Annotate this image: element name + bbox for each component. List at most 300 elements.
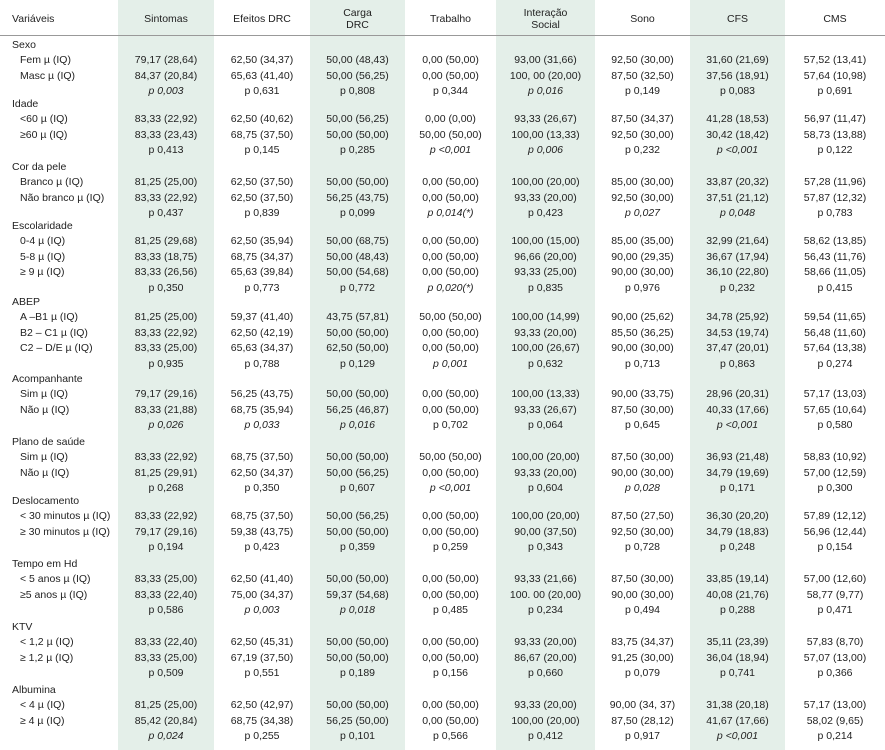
row-label: ≥5 anos µ (IQ): [20, 588, 88, 601]
value-cell: 93,33 (20,00): [514, 191, 577, 204]
value-cell: 36,30 (20,20): [706, 510, 769, 523]
value-cell: 79,17 (29,16): [134, 388, 198, 401]
value-cell: 0,00 (0,00): [425, 113, 476, 126]
value-cell: 83,33 (22,92): [134, 326, 198, 339]
p-value-cell: p 0,366: [817, 667, 853, 680]
p-value-cell: p 0,423: [244, 541, 280, 554]
p-value-cell: p 0,509: [148, 667, 184, 680]
p-value-cell: p 0,350: [148, 281, 184, 294]
value-cell: 0,00 (50,00): [422, 69, 479, 82]
p-value-cell: p 0,101: [339, 730, 376, 743]
p-value-cell: p 0,772: [339, 281, 376, 294]
row-label: < 4 µ (IQ): [20, 699, 65, 712]
p-value-cell: p 0,917: [624, 730, 661, 743]
value-cell: 83,33 (21,88): [134, 403, 198, 416]
value-cell: 93,33 (26,67): [514, 403, 577, 416]
p-value-cell: p 0,343: [527, 541, 564, 554]
value-cell: 50,00 (50,00): [326, 388, 389, 401]
value-cell: 37,47 (20,01): [706, 342, 769, 355]
value-cell: 0,00 (50,00): [422, 525, 479, 538]
value-cell: 65,63 (41,40): [230, 69, 294, 82]
value-cell: 58,02 (9,65): [806, 714, 864, 727]
p-value-cell: p 0,412: [527, 730, 564, 743]
value-cell: 57,17 (13,00): [803, 699, 867, 712]
row-label: ≥ 30 minutos µ (IQ): [20, 525, 111, 538]
group-title: KTV: [12, 621, 33, 633]
value-cell: 87,50 (30,00): [611, 403, 674, 416]
p-value-cell: p 0,691: [817, 85, 853, 98]
column-header: Sintomas: [144, 13, 188, 25]
value-cell: 84,37 (20,84): [134, 69, 198, 82]
value-cell: 100,00 (20,00): [511, 714, 580, 727]
value-cell: 50,00 (48,43): [326, 54, 389, 67]
value-cell: 50,00 (50,00): [326, 326, 389, 339]
value-cell: 57,28 (11,96): [804, 176, 866, 189]
value-cell: 56,43 (11,76): [804, 250, 866, 263]
row-label: B2 – C1 µ (IQ): [20, 326, 88, 339]
value-cell: 67,19 (37,50): [230, 651, 294, 664]
p-value-cell: p 0,415: [817, 281, 853, 294]
p-value-cell: p 0,122: [817, 144, 853, 157]
value-cell: 83,33 (23,43): [134, 128, 198, 141]
p-value-cell: p 0,232: [624, 144, 661, 157]
p-value-cell: p 0,079: [624, 667, 661, 680]
value-cell: 59,37 (41,40): [230, 311, 294, 324]
p-value-cell: p 0,632: [527, 357, 564, 370]
value-cell: 40,08 (21,76): [706, 588, 769, 601]
column-header: Efeitos DRC: [233, 13, 291, 25]
value-cell: 100,00 (26,67): [511, 342, 580, 355]
p-value-cell: p 0,189: [339, 667, 376, 680]
value-cell: 34,79 (18,83): [706, 525, 769, 538]
value-cell: 62,50 (37,50): [230, 191, 294, 204]
value-cell: 0,00 (50,00): [422, 266, 479, 279]
row-label: ≥ 4 µ (IQ): [20, 714, 65, 727]
p-value-cell: p 0,773: [244, 281, 280, 294]
p-value-cell: p 0,471: [817, 604, 853, 617]
value-cell: 41,28 (18,53): [706, 113, 769, 126]
value-cell: 35,11 (23,39): [706, 636, 769, 649]
p-value-cell: p 0,350: [244, 482, 280, 495]
value-cell: 50,00 (68,75): [326, 235, 389, 248]
value-cell: 62,50 (42,97): [230, 699, 294, 712]
value-cell: 0,00 (50,00): [422, 342, 479, 355]
value-cell: 0,00 (50,00): [422, 699, 479, 712]
p-value-cell: p 0,607: [339, 482, 376, 495]
value-cell: 93,33 (26,67): [514, 113, 577, 126]
p-value-cell: p 0,083: [719, 85, 756, 98]
value-cell: 50,00 (50,00): [419, 311, 482, 324]
p-value-cell: p 0,423: [527, 207, 564, 220]
p-value-cell: p 0,248: [719, 541, 756, 554]
value-cell: 83,33 (25,00): [134, 342, 198, 355]
p-value-cell: p 0,171: [719, 482, 756, 495]
value-cell: 90,00 (37,50): [514, 525, 577, 538]
value-cell: 100,00 (13,33): [511, 388, 580, 401]
value-cell: 68,75 (37,50): [230, 510, 294, 523]
value-cell: 65,63 (39,84): [230, 266, 294, 279]
value-cell: 62,50 (41,40): [230, 573, 294, 586]
row-label: 0-4 µ (IQ): [20, 235, 66, 248]
p-value-cell: p 0,018: [339, 604, 376, 617]
value-cell: 31,38 (20,18): [706, 699, 769, 712]
value-cell: 37,51 (21,12): [706, 191, 769, 204]
row-label: Não µ (IQ): [20, 403, 70, 416]
group-title: Acompanhante: [12, 373, 83, 385]
value-cell: 85,00 (35,00): [611, 235, 674, 248]
value-cell: 93,33 (20,00): [514, 326, 577, 339]
p-value-cell: p 0,099: [339, 207, 376, 220]
p-value-cell: p 0,300: [817, 482, 853, 495]
column-header: CFS: [727, 13, 748, 25]
p-value-cell: p 0,660: [527, 667, 564, 680]
row-label: Sim µ (IQ): [20, 451, 69, 464]
value-cell: 100, 00 (20,00): [509, 69, 582, 82]
value-cell: 57,64 (13,38): [803, 342, 867, 355]
value-cell: 33,87 (20,32): [706, 176, 769, 189]
p-value-cell: p 0,016: [527, 85, 564, 98]
value-cell: 92,50 (30,00): [611, 191, 674, 204]
p-value-cell: p 0,129: [339, 357, 376, 370]
p-value-cell: p 0,494: [624, 604, 661, 617]
value-cell: 37,56 (18,91): [706, 69, 769, 82]
value-cell: 57,00 (12,60): [803, 573, 867, 586]
value-cell: 79,17 (29,16): [134, 525, 198, 538]
value-cell: 57,00 (12,59): [803, 466, 867, 479]
p-value-cell: p 0,064: [527, 419, 564, 432]
value-cell: 100. 00 (20,00): [509, 588, 582, 601]
p-value-cell: p 0,728: [624, 541, 661, 554]
value-cell: 62,50 (34,37): [230, 466, 294, 479]
value-cell: 100,00 (20,00): [511, 176, 580, 189]
value-cell: 93,33 (20,00): [514, 466, 577, 479]
row-label: ≥60 µ (IQ): [20, 128, 68, 141]
value-cell: 34,79 (19,69): [706, 466, 769, 479]
value-cell: 59,38 (43,75): [230, 525, 294, 538]
value-cell: 50,00 (56,25): [326, 69, 389, 82]
row-label: ≥ 9 µ (IQ): [20, 266, 65, 279]
value-cell: 50,00 (48,43): [326, 250, 389, 263]
value-cell: 85,00 (30,00): [611, 176, 674, 189]
p-value-cell: p 0,033: [244, 419, 280, 432]
value-cell: 100,00 (14,99): [511, 311, 580, 324]
p-value-cell: p 0,014(*): [427, 207, 474, 220]
column-header: CMS: [823, 13, 847, 25]
value-cell: 36,93 (21,48): [706, 451, 769, 464]
value-cell: 83,33 (22,92): [134, 113, 198, 126]
p-value-cell: p 0,020(*): [427, 281, 474, 294]
value-cell: 68,75 (35,94): [230, 403, 294, 416]
p-value-cell: p 0,437: [148, 207, 184, 220]
p-value-cell: p 0,783: [817, 207, 853, 220]
value-cell: 50,00 (50,00): [326, 128, 389, 141]
value-cell: 93,33 (20,00): [514, 636, 577, 649]
p-value-cell: p 0,006: [527, 144, 564, 157]
p-value-cell: p 0,027: [624, 207, 661, 220]
value-cell: 83,33 (22,92): [134, 510, 198, 523]
row-label: A –B1 µ (IQ): [20, 311, 78, 324]
p-value-cell: p 0,586: [148, 604, 184, 617]
p-value-cell: p 0,741: [719, 667, 756, 680]
value-cell: 40,33 (17,66): [706, 403, 769, 416]
value-cell: 50,00 (50,00): [326, 573, 389, 586]
p-value-cell: p 0,234: [527, 604, 564, 617]
p-value-cell: p 0,344: [432, 85, 469, 98]
p-value-cell: p 0,048: [719, 207, 756, 220]
value-cell: 62,50 (42,19): [230, 326, 294, 339]
group-title: Albumina: [12, 684, 56, 696]
value-cell: 81,25 (25,00): [134, 311, 198, 324]
column-header: Variáveis: [12, 13, 55, 25]
value-cell: 56,97 (11,47): [804, 113, 866, 126]
value-cell: 0,00 (50,00): [422, 176, 479, 189]
p-value-cell: p 0,259: [432, 541, 469, 554]
value-cell: 56,25 (46,87): [326, 403, 389, 416]
value-cell: 65,63 (34,37): [230, 342, 294, 355]
value-cell: 92,50 (30,00): [611, 54, 674, 67]
value-cell: 50,00 (50,00): [419, 128, 482, 141]
value-cell: 50,00 (50,00): [326, 176, 389, 189]
value-cell: 36,04 (18,94): [706, 651, 769, 664]
value-cell: 36,67 (17,94): [706, 250, 769, 263]
value-cell: 81,25 (29,91): [134, 466, 198, 479]
p-value-cell: p 0,288: [719, 604, 756, 617]
p-value-cell: p 0,839: [244, 207, 280, 220]
p-value-cell: p <0,001: [429, 144, 472, 157]
p-value-cell: p 0,976: [624, 281, 661, 294]
row-label: C2 – D/E µ (IQ): [20, 342, 93, 355]
value-cell: 83,33 (26,56): [134, 266, 198, 279]
value-cell: 0,00 (50,00): [422, 250, 479, 263]
p-value-cell: p 0,024: [148, 730, 184, 743]
row-label: Não branco µ (IQ): [20, 191, 105, 204]
p-value-cell: p 0,274: [817, 357, 853, 370]
value-cell: 0,00 (50,00): [422, 714, 479, 727]
row-label: < 30 minutos µ (IQ): [20, 510, 111, 523]
value-cell: 93,00 (31,66): [514, 54, 577, 67]
value-cell: 32,99 (21,64): [706, 235, 769, 248]
value-cell: 0,00 (50,00): [422, 651, 479, 664]
group-title: ABEP: [12, 296, 41, 308]
value-cell: 62,50 (45,31): [230, 636, 294, 649]
value-cell: 90,00 (33,75): [611, 388, 674, 401]
p-value-cell: p 0,359: [339, 541, 376, 554]
value-cell: 0,00 (50,00): [422, 403, 479, 416]
p-value-cell: p 0,001: [432, 357, 469, 370]
p-value-cell: p 0,285: [339, 144, 376, 157]
row-label: Masc µ (IQ): [20, 69, 76, 82]
value-cell: 59,37 (54,68): [326, 588, 389, 601]
value-cell: 83,33 (22,92): [134, 451, 198, 464]
value-cell: 57,07 (13,00): [803, 651, 867, 664]
p-value-cell: p 0,580: [817, 419, 853, 432]
value-cell: 83,33 (25,00): [134, 651, 198, 664]
value-cell: 81,25 (25,00): [134, 176, 198, 189]
value-cell: 57,17 (13,03): [803, 388, 867, 401]
value-cell: 83,33 (22,40): [134, 588, 198, 601]
value-cell: 0,00 (50,00): [422, 588, 479, 601]
value-cell: 91,25 (30,00): [611, 651, 674, 664]
group-title: Escolaridade: [12, 220, 73, 232]
row-label: Sim µ (IQ): [20, 388, 69, 401]
value-cell: 86,67 (20,00): [514, 651, 577, 664]
value-cell: 50,00 (56,25): [326, 113, 389, 126]
value-cell: 68,75 (34,38): [230, 714, 294, 727]
value-cell: 50,00 (54,68): [326, 266, 389, 279]
column-header: Sono: [630, 13, 655, 25]
p-value-cell: p 0,413: [148, 144, 184, 157]
value-cell: 50,00 (50,00): [326, 525, 389, 538]
p-value-cell: p 0,214: [817, 730, 853, 743]
row-label: < 1,2 µ (IQ): [20, 636, 74, 649]
header-divider: [0, 35, 885, 36]
value-cell: 28,96 (20,31): [706, 388, 769, 401]
p-value-cell: p 0,156: [432, 667, 469, 680]
group-title: Deslocamento: [12, 495, 80, 507]
p-value-cell: p 0,702: [432, 419, 469, 432]
p-value-cell: p 0,863: [719, 357, 756, 370]
value-cell: 43,75 (57,81): [326, 311, 389, 324]
value-cell: 81,25 (29,68): [134, 235, 198, 248]
value-cell: 56,25 (43,75): [230, 388, 294, 401]
value-cell: 62,50 (34,37): [230, 54, 294, 67]
p-value-cell: p 0,154: [817, 541, 853, 554]
value-cell: 83,75 (34,37): [611, 636, 674, 649]
p-value-cell: p 0,026: [148, 419, 184, 432]
value-cell: 50,00 (50,00): [419, 451, 482, 464]
value-cell: 62,50 (40,62): [230, 113, 294, 126]
group-title: Idade: [12, 98, 39, 110]
value-cell: 79,17 (28,64): [134, 54, 198, 67]
value-cell: 92,50 (30,00): [611, 128, 674, 141]
value-cell: 30,42 (18,42): [706, 128, 769, 141]
p-value-cell: p 0,713: [624, 357, 661, 370]
value-cell: 33,85 (19,14): [706, 573, 769, 586]
p-value-cell: p 0,631: [244, 85, 280, 98]
value-cell: 68,75 (37,50): [230, 128, 294, 141]
row-label: Fem µ (IQ): [20, 54, 71, 67]
value-cell: 100,00 (20,00): [511, 451, 580, 464]
row-label: 5-8 µ (IQ): [20, 250, 66, 263]
value-cell: 56,25 (43,75): [326, 191, 389, 204]
value-cell: 0,00 (50,00): [422, 510, 479, 523]
p-value-cell: p 0,016: [339, 419, 376, 432]
group-title: Sexo: [12, 39, 36, 51]
value-cell: 87,50 (27,50): [611, 510, 674, 523]
value-cell: 0,00 (50,00): [422, 573, 479, 586]
p-value-cell: p 0,645: [624, 419, 661, 432]
value-cell: 87,50 (32,50): [611, 69, 674, 82]
row-label: Não µ (IQ): [20, 466, 70, 479]
value-cell: 57,89 (12,12): [803, 510, 867, 523]
value-cell: 50,00 (56,25): [326, 466, 389, 479]
p-value-cell: p 0,232: [719, 281, 756, 294]
value-cell: 57,52 (13,41): [803, 54, 867, 67]
value-cell: 34,53 (19,74): [706, 326, 769, 339]
value-cell: 57,87 (12,32): [803, 191, 867, 204]
value-cell: 31,60 (21,69): [706, 54, 769, 67]
value-cell: 36,10 (22,80): [706, 266, 769, 279]
p-value-cell: p 0,145: [244, 144, 280, 157]
p-value-cell: p 0,788: [244, 357, 280, 370]
value-cell: 90,00 (30,00): [611, 588, 674, 601]
value-cell: 85,42 (20,84): [134, 714, 198, 727]
value-cell: 0,00 (50,00): [422, 466, 479, 479]
value-cell: 50,00 (50,00): [326, 699, 389, 712]
value-cell: 58,77 (9,77): [806, 588, 864, 601]
value-cell: 50,00 (56,25): [326, 510, 389, 523]
value-cell: 57,83 (8,70): [806, 636, 864, 649]
value-cell: 57,65 (10,64): [803, 403, 867, 416]
value-cell: 0,00 (50,00): [422, 388, 479, 401]
value-cell: 0,00 (50,00): [422, 54, 479, 67]
p-value-cell: p 0,566: [432, 730, 469, 743]
value-cell: 87,50 (30,00): [611, 573, 674, 586]
value-cell: 58,62 (13,85): [803, 235, 867, 248]
p-value-cell: p 0,551: [244, 667, 280, 680]
p-value-cell: p 0,003: [148, 85, 184, 98]
value-cell: 83,33 (18,75): [134, 250, 198, 263]
value-cell: 93,33 (20,00): [514, 699, 577, 712]
value-cell: 90,00 (30,00): [611, 466, 674, 479]
value-cell: 59,54 (11,65): [804, 311, 866, 324]
value-cell: 87,50 (30,00): [611, 451, 674, 464]
p-value-cell: p 0,149: [624, 85, 661, 98]
group-title: Tempo em Hd: [12, 558, 78, 570]
value-cell: 56,96 (12,44): [803, 525, 867, 538]
value-cell: 58,66 (11,05): [804, 266, 866, 279]
p-value-cell: p 0,255: [244, 730, 280, 743]
p-value-cell: p <0,001: [716, 730, 759, 743]
p-value-cell: p 0,003: [244, 604, 280, 617]
value-cell: 100,00 (15,00): [511, 235, 580, 248]
p-value-cell: p <0,001: [716, 144, 759, 157]
p-value-cell: p 0,485: [432, 604, 469, 617]
value-cell: 50,00 (50,00): [326, 451, 389, 464]
group-title: Plano de saúde: [12, 436, 85, 448]
value-cell: 56,25 (50,00): [326, 714, 389, 727]
value-cell: 0,00 (50,00): [422, 235, 479, 248]
value-cell: 34,78 (25,92): [706, 311, 769, 324]
value-cell: 100,00 (13,33): [511, 128, 580, 141]
value-cell: 100,00 (20,00): [511, 510, 580, 523]
p-value-cell: p <0,001: [429, 482, 472, 495]
column-header: Carga DRC: [343, 7, 372, 31]
column-header: Interação Social: [523, 7, 568, 31]
p-value-cell: p 0,835: [527, 281, 564, 294]
value-cell: 41,67 (17,66): [706, 714, 769, 727]
p-value-cell: p 0,604: [527, 482, 564, 495]
value-cell: 87,50 (28,12): [611, 714, 674, 727]
row-label: <60 µ (IQ): [20, 113, 68, 126]
value-cell: 56,48 (11,60): [804, 326, 866, 339]
value-cell: 90,00 (29,35): [611, 250, 674, 263]
p-value-cell: p 0,935: [148, 357, 184, 370]
group-title: Cor da pele: [12, 161, 67, 173]
value-cell: 0,00 (50,00): [422, 636, 479, 649]
row-label: ≥ 1,2 µ (IQ): [20, 651, 74, 664]
value-cell: 85,50 (36,25): [611, 326, 674, 339]
value-cell: 90,00 (30,00): [611, 342, 674, 355]
value-cell: 50,00 (50,00): [326, 636, 389, 649]
value-cell: 68,75 (34,37): [230, 250, 294, 263]
value-cell: 62,50 (37,50): [230, 176, 294, 189]
value-cell: 0,00 (50,00): [422, 326, 479, 339]
value-cell: 90,00 (30,00): [611, 266, 674, 279]
p-value-cell: p 0,268: [148, 482, 184, 495]
value-cell: 87,50 (34,37): [611, 113, 674, 126]
value-cell: 58,73 (13,88): [803, 128, 867, 141]
